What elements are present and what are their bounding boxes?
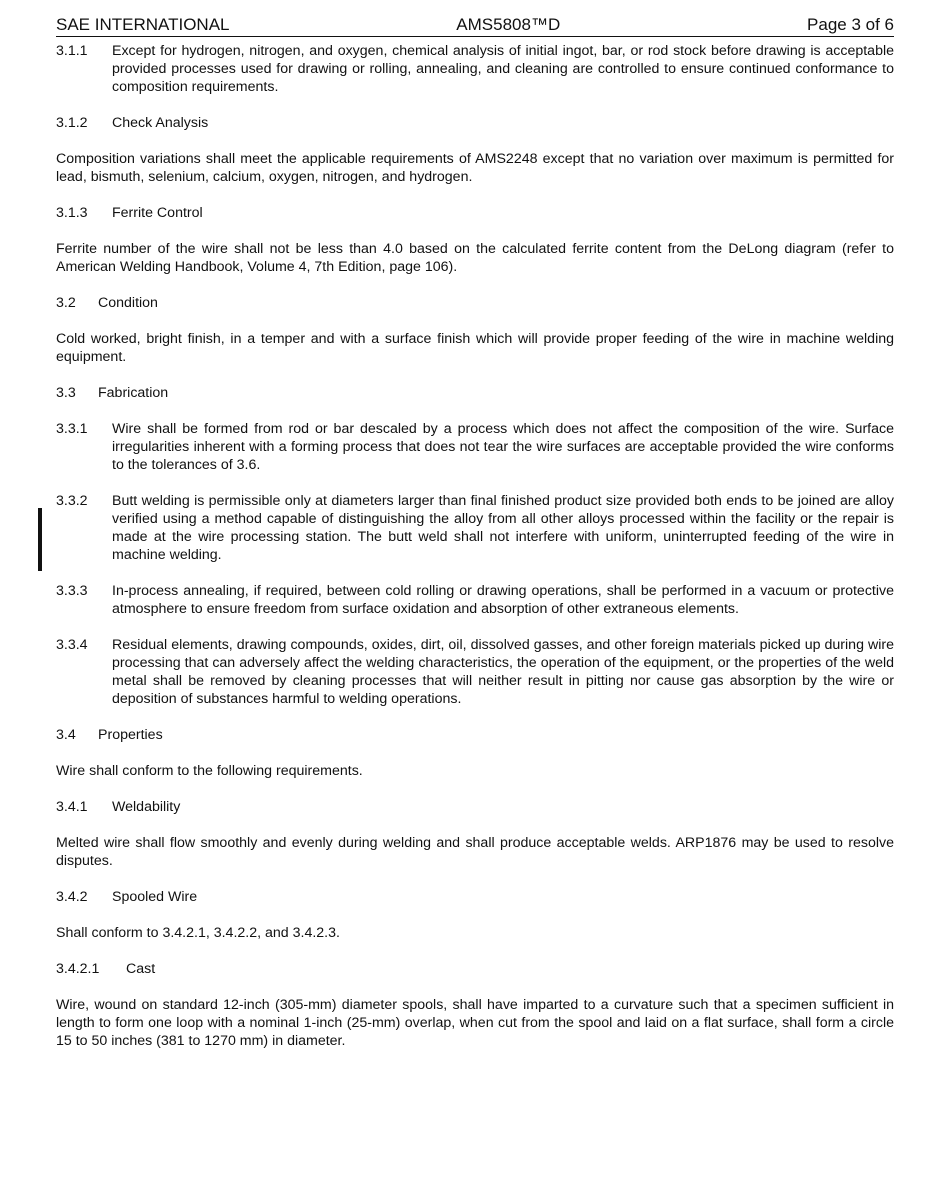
section-title: Spooled Wire bbox=[112, 889, 198, 905]
paragraph-3-4-1: Melted wire shall flow smoothly and evenly during welding and shall produce acceptable welds. ARP1876 may be used to resolve disputes. bbox=[56, 835, 894, 869]
section-title: Cast bbox=[126, 961, 156, 977]
section-number: 3.4.1 bbox=[56, 799, 88, 815]
section-title: Weldability bbox=[112, 799, 181, 815]
heading-3-4 bbox=[56, 726, 894, 744]
header-page-number: Page 3 of 6 bbox=[807, 15, 894, 34]
document-page bbox=[56, 14, 894, 1068]
section-number: 3.4.2 bbox=[56, 889, 88, 905]
section-text: Butt welding is permissible only at diameters larger than final finished product size provided both ends to be joined are alloy verified using a method capable of distinguishing the alloy from all other alloys processed within the facility or the repair is made at the wire processing station. The butt weld shall not interfere with uniform, uninterrupted feeding of the wire in machine welding. bbox=[112, 493, 894, 563]
heading-3-4-1 bbox=[56, 798, 894, 816]
section-number: 3.3.3 bbox=[56, 583, 88, 599]
heading-3-3 bbox=[56, 384, 894, 402]
section-number: 3.1.1 bbox=[56, 43, 88, 59]
paragraph-3-1-2: Composition variations shall meet the applicable requirements of AMS2248 except that no variation over maximum is permitted for lead, bismuth, selenium, calcium, oxygen, nitrogen, and hydrogen. bbox=[56, 151, 894, 185]
section-number: 3.4 bbox=[56, 727, 76, 743]
section-number: 3.1.2 bbox=[56, 115, 88, 131]
heading-3-2 bbox=[56, 294, 894, 312]
section-text: Wire shall be formed from rod or bar descaled by a process which does not affect the composition of the wire. Surface irregularities inherent with a forming process that does not tear the wire surfaces are acceptable provided the wire conforms to the tolerances of 3.6. bbox=[112, 421, 894, 473]
page-header bbox=[56, 14, 894, 37]
section-3-3-4 bbox=[56, 636, 894, 708]
heading-3-4-2-1 bbox=[56, 960, 894, 978]
paragraph-3-4: Wire shall conform to the following requirements. bbox=[56, 763, 363, 779]
heading-3-1-3 bbox=[56, 204, 894, 222]
section-number: 3.4.2.1 bbox=[56, 961, 100, 977]
header-doc-id: AMS5808™D bbox=[456, 15, 561, 34]
section-3-3-2 bbox=[56, 492, 894, 564]
section-number: 3.1.3 bbox=[56, 205, 88, 221]
section-number: 3.3.2 bbox=[56, 493, 88, 509]
section-title: Check Analysis bbox=[112, 115, 209, 131]
paragraph-3-4-2-1: Wire, wound on standard 12-inch (305-mm) diameter spools, shall have imparted to a curvature such that a specimen sufficient in length to form one loop with a nominal 1-inch (25-mm) overlap, when cut from the spool and laid on a flat surface, shall form a circle 15 to 50 inches (381 to 1270 mm) in diameter. bbox=[56, 997, 894, 1049]
section-3-3-1 bbox=[56, 420, 894, 474]
section-3-1-1 bbox=[56, 42, 894, 96]
section-number: 3.3.1 bbox=[56, 421, 88, 437]
revision-change-bar bbox=[38, 508, 42, 571]
document-body bbox=[56, 42, 894, 1050]
section-title: Ferrite Control bbox=[112, 205, 203, 221]
paragraph-3-2: Cold worked, bright finish, in a temper and with a surface finish which will provide proper feeding of the wire in machine welding equipment. bbox=[56, 331, 894, 365]
section-number: 3.3.4 bbox=[56, 637, 88, 653]
section-3-3-3 bbox=[56, 582, 894, 618]
heading-3-1-2 bbox=[56, 114, 894, 132]
section-title: Condition bbox=[98, 295, 158, 311]
heading-3-4-2 bbox=[56, 888, 894, 906]
paragraph-3-4-2: Shall conform to 3.4.2.1, 3.4.2.2, and 3.4.2.3. bbox=[56, 925, 340, 941]
section-number: 3.2 bbox=[56, 295, 76, 311]
section-number: 3.3 bbox=[56, 385, 76, 401]
section-title: Fabrication bbox=[98, 385, 169, 401]
section-text: In-process annealing, if required, between cold rolling or drawing operations, shall be performed in a vacuum or protective atmosphere to ensure freedom from surface oxidation and absorption of other extraneous elements. bbox=[112, 583, 894, 617]
section-title: Properties bbox=[98, 727, 163, 743]
paragraph-3-1-3: Ferrite number of the wire shall not be less than 4.0 based on the calculated ferrite content from the DeLong diagram (refer to American Welding Handbook, Volume 4, 7th Edition, page 106). bbox=[56, 241, 894, 275]
section-text: Except for hydrogen, nitrogen, and oxygen, chemical analysis of initial ingot, bar, or rod stock before drawing is acceptable provided processes used for drawing or rolling, annealing, and cleaning are controlled to ensure continued conformance to composition requirements. bbox=[112, 43, 894, 95]
section-text: Residual elements, drawing compounds, oxides, dirt, oil, dissolved gasses, and other foreign materials picked up during wire processing that can adversely affect the welding characteristics, the operation of the equipment, or the properties of the weld metal shall be removed by cleaning processes that will neither result in pitting nor cause gas absorption by the wire or deposition of substances harmful to welding operations. bbox=[112, 637, 894, 707]
header-org: SAE INTERNATIONAL bbox=[56, 15, 230, 34]
